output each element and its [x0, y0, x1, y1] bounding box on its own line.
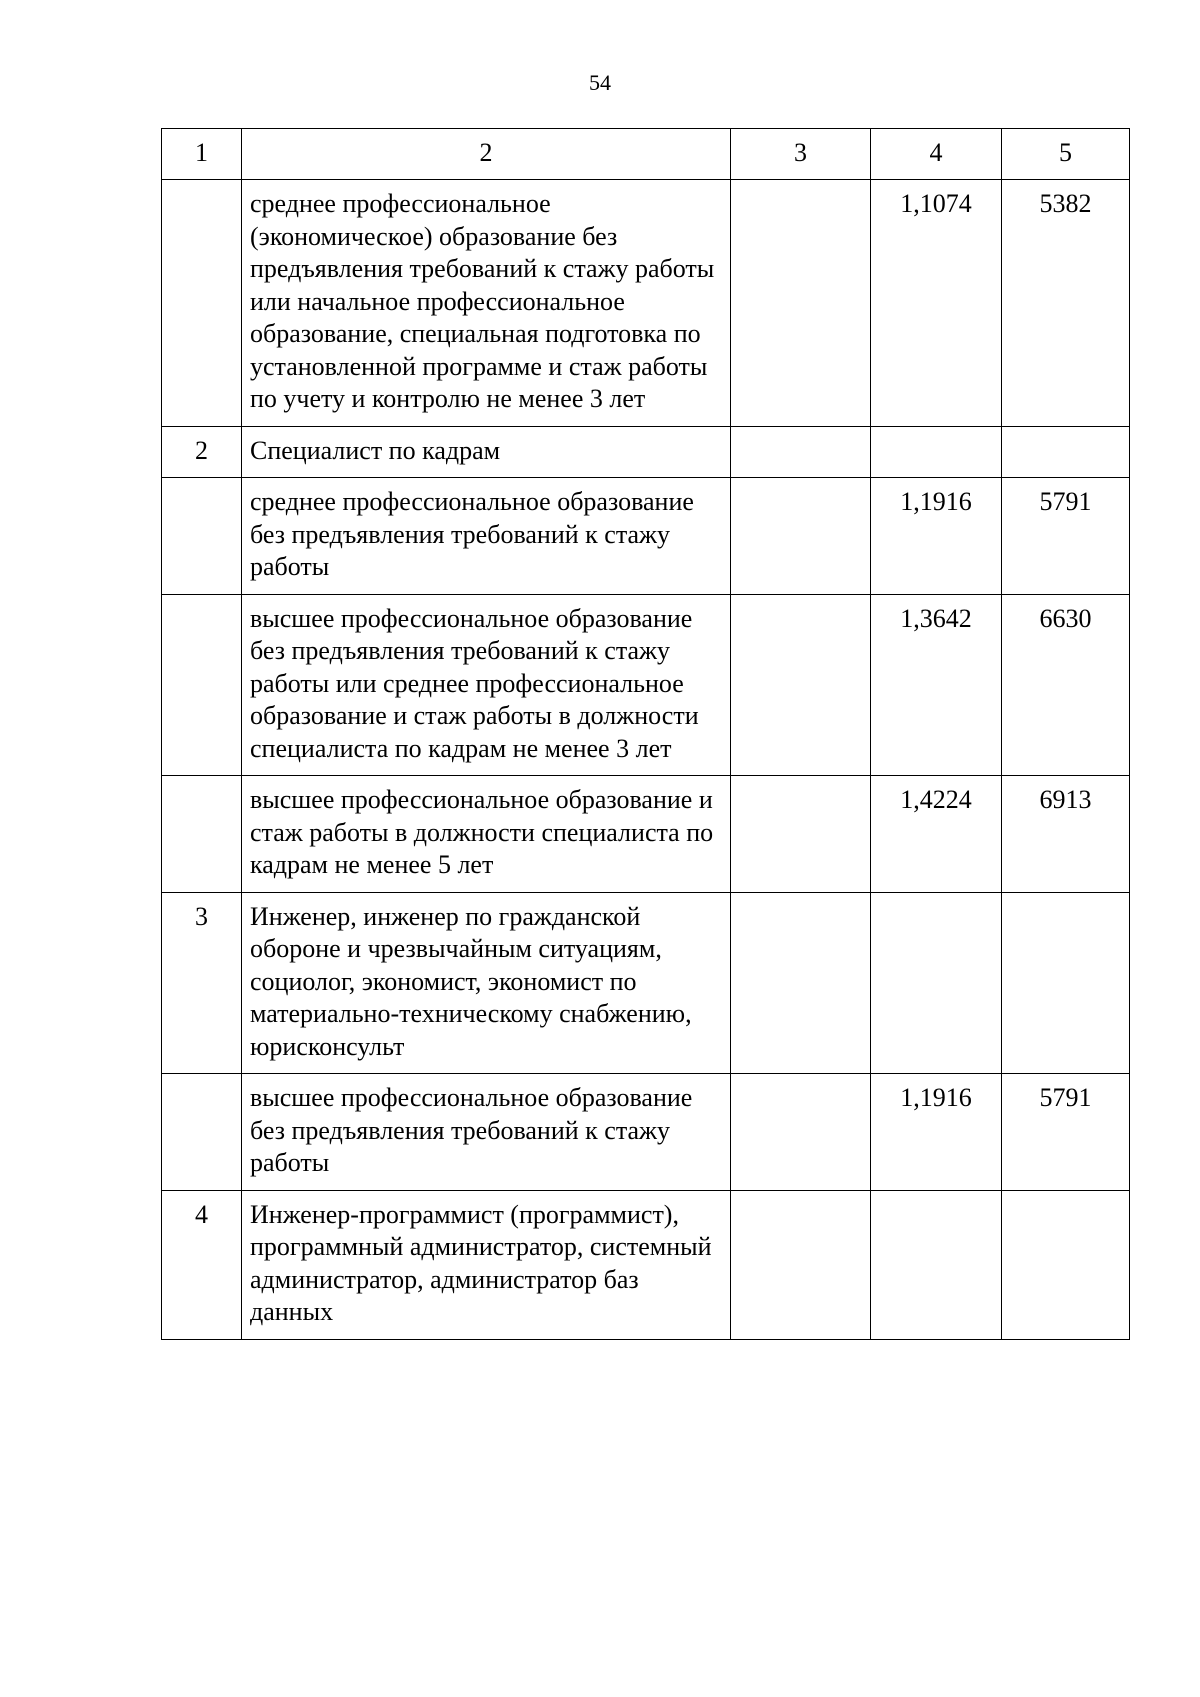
table-row [162, 1074, 1130, 1191]
header-cell-4: 4 [871, 129, 1002, 180]
table-row [162, 1190, 1130, 1339]
row-number-cell [162, 1074, 242, 1191]
table-row [162, 180, 1130, 427]
header-cell-1: 1 [162, 129, 242, 180]
table-row [162, 478, 1130, 595]
row-amount-cell [1002, 426, 1130, 478]
header-cell-5: 5 [1002, 129, 1130, 180]
row-amount-cell: 5382 [1002, 180, 1130, 427]
row-coefficient-cell: 1,1916 [871, 1074, 1002, 1191]
row-description-cell: высшее профессиональное образование без предъявления требований к стажу работы [242, 1074, 731, 1191]
row-description-cell: среднее профессиональное (экономическое) образование без предъявления требований к стажу работы или начальное профессиональное образование, специальная подготовка по установленной программе и стаж работы по учету и контролю не менее 3 лет [242, 180, 731, 427]
table-row [162, 776, 1130, 893]
row-number-cell: 4 [162, 1190, 242, 1339]
row-coefficient-cell [871, 426, 1002, 478]
row-description-cell: Специалист по кадрам [242, 426, 731, 478]
row-column-3-cell [731, 426, 871, 478]
row-number-cell [162, 180, 242, 427]
row-column-3-cell [731, 1074, 871, 1191]
table-row [162, 426, 1130, 478]
row-amount-cell [1002, 1190, 1130, 1339]
header-cell-3: 3 [731, 129, 871, 180]
header-cell-2: 2 [242, 129, 731, 180]
row-coefficient-cell: 1,4224 [871, 776, 1002, 893]
row-description-cell: Инженер, инженер по гражданской обороне и чрезвычайным ситуациям, социолог, экономист, экономист по материально-техническому снабжению, юрисконсульт [242, 892, 731, 1074]
page-number: 54 [589, 70, 611, 95]
row-description-cell: среднее профессиональное образование без предъявления требований к стажу работы [242, 478, 731, 595]
row-number-cell [162, 776, 242, 893]
row-number-cell [162, 594, 242, 776]
row-coefficient-cell: 1,3642 [871, 594, 1002, 776]
table-row [162, 594, 1130, 776]
row-amount-cell: 5791 [1002, 478, 1130, 595]
row-amount-cell: 6630 [1002, 594, 1130, 776]
row-column-3-cell [731, 594, 871, 776]
table-row [162, 892, 1130, 1074]
row-column-3-cell [731, 478, 871, 595]
row-column-3-cell [731, 1190, 871, 1339]
row-column-3-cell [731, 776, 871, 893]
row-amount-cell: 5791 [1002, 1074, 1130, 1191]
row-description-cell: высшее профессиональное образование и стаж работы в должности специалиста по кадрам не менее 5 лет [242, 776, 731, 893]
row-coefficient-cell: 1,1074 [871, 180, 1002, 427]
row-number-cell [162, 478, 242, 595]
qualification-table [161, 128, 1130, 1340]
row-coefficient-cell [871, 892, 1002, 1074]
row-coefficient-cell: 1,1916 [871, 478, 1002, 595]
row-amount-cell: 6913 [1002, 776, 1130, 893]
row-number-cell: 3 [162, 892, 242, 1074]
row-description-cell: Инженер-программист (программист), программный администратор, системный администратор, администратор баз данных [242, 1190, 731, 1339]
row-amount-cell [1002, 892, 1130, 1074]
row-column-3-cell [731, 892, 871, 1074]
row-coefficient-cell [871, 1190, 1002, 1339]
row-number-cell: 2 [162, 426, 242, 478]
table-header-row [162, 129, 1130, 180]
row-column-3-cell [731, 180, 871, 427]
row-description-cell: высшее профессиональное образование без предъявления требований к стажу работы или среднее профессиональное образование и стаж работы в должности специалиста по кадрам не менее 3 лет [242, 594, 731, 776]
